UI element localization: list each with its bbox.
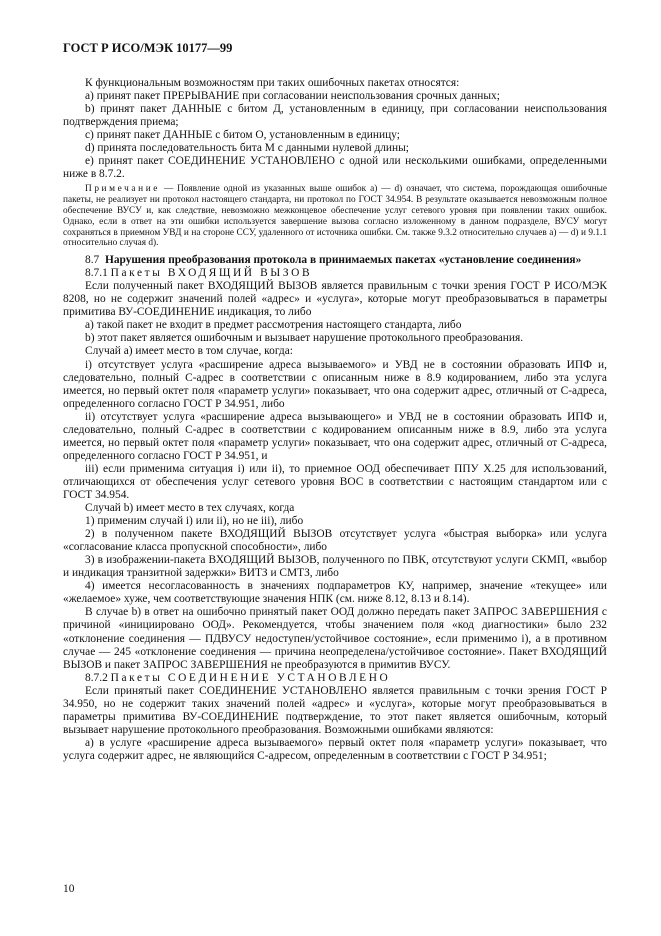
paragraph: iii) если применима ситуация i) или ii), то приемное ООД обеспечивает ППУ Х.25 для использований, отличающихся от обеспечения услуг сетевого уровня ВОС в соответствии с настоящим стандартом или с ГОСТ 34.954. bbox=[63, 462, 607, 501]
paragraph: 2) в полученном пакете ВХОДЯЩИЙ ВЫЗОВ отсутствует услуга «быстрая выборка» или услуга «согласование класса пропускной способности», либо bbox=[63, 528, 607, 554]
paragraph: b) этот пакет является ошибочным и вызывает нарушение протокольного преобразования. bbox=[85, 332, 524, 345]
section-title: Пакеты СОЕДИНЕНИЕ УСТАНОВЛЕНО bbox=[110, 671, 391, 684]
section-8-7-1-heading bbox=[63, 267, 607, 280]
paragraph: а) такой пакет не входит в предмет рассмотрения настоящего стандарта, либо bbox=[85, 319, 462, 332]
paragraph: Случай b) имеет место в тех случаях, когда bbox=[85, 502, 295, 515]
paragraph: В случае b) в ответ на ошибочно принятый пакет ООД должно передать пакет ЗАПРОС ЗАВЕРШЕНИЯ с причиной «инициировано ООД». Рекомендуется, чтобы значением поля «код диагностики» было 232 «отклонение соединения — ПДВУСУ недоступен/устойчивое состояние», если применимо i), а в противном случае — 245 «отклонение соединения — причина неопределена/устойчивое состояние». Пакет ВХОДЯЩИЙ ВЫЗОВ и пакет ЗАПРОС ЗАВЕРШЕНИЯ не преобразуются в примитив ВУСУ. bbox=[63, 606, 607, 671]
paragraph: 3) в изображении-пакета ВХОДЯЩИЙ ВЫЗОВ, полученного по ПВК, отсутствуют услуги СКМП, «выбор и индикация транзитной задержки» ВИТЗ и СМТЗ, либо bbox=[63, 554, 607, 580]
note-paragraph bbox=[63, 184, 607, 249]
page-number: 10 bbox=[63, 883, 75, 895]
list-item: а) принят пакет ПРЕРЫВАНИЕ при согласовании неиспользования срочных данных; bbox=[85, 90, 500, 103]
paragraph: а) в услуге «расширение адреса вызываемого» первый октет поля «параметр услуги» показывает, что услуга содержит адрес, не являющийся С-адресом, определенным в соответствии с ГОСТ Р 34.951; bbox=[63, 736, 607, 762]
paragraph: ii) отсутствует услуга «расширение адреса вызывающего» и УВД не в состоянии образовать ИПФ и, следовательно, полный С-адрес в соответствии с кодированием описанным ниже в 8.9, либо эта услуга имеется, но первый октет поля «параметр услуги» показывает, что она содержит адрес, отличный от С-адреса, определенного согласно ГОСТ Р 34.951, и bbox=[63, 410, 607, 462]
paragraph: i) отсутствует услуга «расширение адреса вызываемого» и УВД не в состоянии образовать ИПФ и, следовательно, полный С-адрес в соответствии с описанным ниже в 8.9 кодированием, либо эта услуга имеется, но первый октет поля «параметр услуги» показывает, что она содержит адрес, отличный от С-адреса, определенного согласно ГОСТ Р 34.951, либо bbox=[63, 358, 607, 410]
document-body bbox=[63, 77, 607, 763]
intro-paragraph: К функциональным возможностям при таких ошибочных пакетах относятся: bbox=[85, 77, 460, 89]
paragraph: Случай а) имеет место в том случае, когда: bbox=[85, 345, 293, 358]
paragraph: Если полученный пакет ВХОДЯЩИЙ ВЫЗОВ является правильным с точки зрения ГОСТ Р ИСО/МЭК 8208, но не содержит значений полей «адрес» и «услуга», которые могут преобразовываться в параметры примитива ВУ-СОЕДИНЕНИЕ индикация, то либо bbox=[63, 280, 607, 319]
note-text: — Появление одной из указанных выше ошибок а) — d) означает, что система, порождающая ошибочные пакеты, не реализует ни протокол настоящего стандарта, ни протокол по ГОСТ 34.954. В результате оказывается невозможным полное обеспечение ВУСУ и, как следствие, невозможно межконцевое обеспечение услуг сетевого уровня при появлении таких ошибок. Однако, если в ответ на эти ошибки используется завершение вызова согласно изложенному в данном подразделе, ВУСУ могут сохраняться в приемном УВД и на стороне ССУ, удаленного от источника ошибки. См. также 9.3.2 относительно случаев а) — d) и 9.1.1 относительно случая d). bbox=[63, 184, 607, 249]
list-item: е) принят пакет СОЕДИНЕНИЕ УСТАНОВЛЕНО с одной или несколькими ошибками, определенными ниже в 8.7.2. bbox=[63, 155, 607, 181]
paragraph: Если принятый пакет СОЕДИНЕНИЕ УСТАНОВЛЕНО является правильным с точки зрения ГОСТ Р 34.950, но не содержит таких значений полей «адрес» и «услуга», которые могут преобразовываться в параметры примитива ВУ-СОЕДИНЕНИЕ подтверждение, то этот пакет является ошибочным, который вызывает нарушение протокольного преобразования. Возможными ошибками являются: bbox=[63, 684, 607, 736]
section-title: Нарушения преобразования протокола в принимаемых пакетах «установление соединения» bbox=[104, 254, 582, 267]
document-header: ГОСТ Р ИСО/МЭК 10177—99 bbox=[63, 41, 233, 55]
section-number: 8.7 bbox=[85, 254, 100, 267]
section-number: 8.7.1 bbox=[85, 267, 108, 280]
section-8-7-2-heading bbox=[63, 672, 607, 685]
list-item: b) принят пакет ДАННЫЕ с битом Д, установленным в единицу, при согласовании неиспользования подтверждения приема; bbox=[63, 103, 607, 129]
list-item: d) принята последовательность бита М с данными нулевой длины; bbox=[85, 142, 409, 155]
paragraph: 1) применим случай i) или ii), но не iii), либо bbox=[85, 515, 304, 528]
section-title: Пакеты ВХОДЯЩИЙ ВЫЗОВ bbox=[110, 267, 313, 280]
list-item: с) принят пакет ДАННЫЕ с битом О, установленным в единицу; bbox=[85, 129, 400, 142]
paragraph: 4) имеется несогласованность в значениях подпараметров КУ, например, значение «текущее» или «желаемое» хуже, чем соответствующие значения НПК (см. ниже 8.12, 8.13 и 8.14). bbox=[63, 580, 607, 606]
section-8-7-heading bbox=[63, 254, 607, 267]
note-label: Примечание bbox=[85, 184, 160, 195]
section-number: 8.7.2 bbox=[85, 671, 108, 684]
